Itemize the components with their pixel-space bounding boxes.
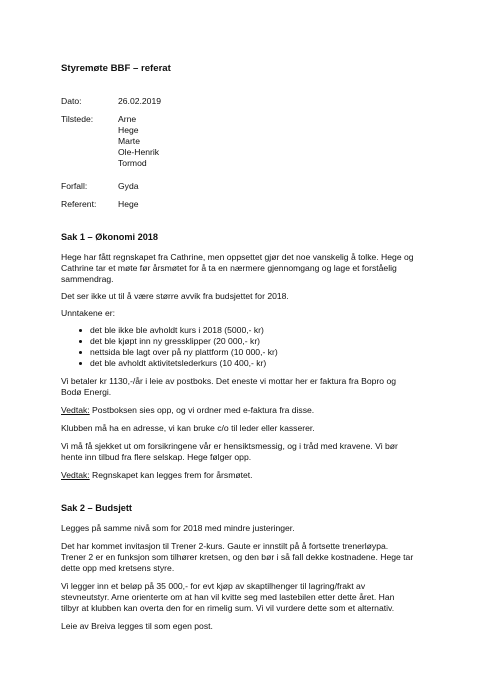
paragraph-line: hente inn tilbud fra flere selskap. Hege følger opp. — [61, 452, 252, 462]
paragraph-line: Vi legger inn et beløp på 35 000,- for evt kjøp av skaptilhenger til lagring/frakt av — [61, 581, 366, 591]
date-label: Dato: — [61, 96, 82, 106]
bullet-icon — [79, 329, 82, 332]
absent-label: Forfall: — [61, 181, 88, 191]
section-heading: Sak 2 – Budsjett — [61, 503, 132, 513]
list-item: nettsida ble lagt over på ny plattform (10 000,- kr) — [90, 347, 278, 357]
present-name: Ole-Henrik — [118, 147, 160, 157]
paragraph-line: Cathrine tar et møte før årsmøtet for å ta en nærmere gjennomgang og lage et forståelig — [61, 263, 397, 273]
decision — [61, 405, 314, 416]
list-item: det ble ikke ble avholdt kurs i 2018 (5000,- kr) — [90, 325, 264, 335]
decision-label: Vedtak: — [61, 405, 90, 415]
bullet-icon — [79, 340, 82, 343]
present-name: Tormod — [118, 158, 147, 168]
referent-label: Referent: — [61, 199, 97, 209]
present-name: Arne — [118, 114, 137, 124]
paragraph-line: dette opp med kretsens styre. — [61, 563, 175, 573]
paragraph-line: Hege har fått regnskapet fra Cathrine, men oppsettet gjør det noe vanskelig å tolke. Hege og — [61, 252, 414, 262]
decision — [61, 470, 253, 481]
paragraph-line: Det har kommet invitasjon til Trener 2-kurs. Gaute er innstilt på å fortsette trenerløypa. — [61, 541, 389, 551]
list-item: det ble avholdt aktivitetslederkurs (10 400,- kr) — [90, 358, 267, 368]
referent-value: Hege — [118, 199, 139, 209]
section-heading: Sak 1 – Økonomi 2018 — [61, 232, 159, 242]
decision-text: Postboksen sies opp, og vi ordner med e-faktura fra disse. — [89, 405, 315, 415]
paragraph: Leie av Breiva legges til som egen post. — [61, 621, 213, 631]
paragraph-line: tilbyr at klubben kan overta den for en rimelig sum. Vi vil vurdere dette som et alternativ. — [61, 603, 395, 613]
paragraph-line: Vi betaler kr 1130,-/år i leie av postboks. Det eneste vi mottar her er faktura fra Bopro og — [61, 376, 397, 386]
paragraph: Unntakene er: — [61, 308, 115, 318]
paragraph-line: Vi må få sjekket ut om forsikringene vår er hensiktsmessig, og i tråd med kravene. Vi bør — [61, 441, 398, 451]
paragraph-line: sammendrag. — [61, 274, 114, 284]
paragraph-line: Bodø Energi. — [61, 387, 112, 397]
present-name: Hege — [118, 125, 139, 135]
present-label: Tilstede: — [61, 114, 94, 124]
bullet-icon — [79, 362, 82, 365]
paragraph-line: stevneutstyr. Arne orienterte om at han vil kvitte seg med lastebilen etter dette året. Han — [61, 592, 395, 602]
document-title: Styremøte BBF – referat — [61, 63, 171, 74]
paragraph: Klubben må ha en adresse, vi kan bruke c/o til leder eller kasserer. — [61, 423, 315, 433]
decision-label: Vedtak: — [61, 470, 90, 480]
list-item: det ble kjøpt inn ny gressklipper (20 000,- kr) — [90, 336, 261, 346]
bullet-icon — [79, 351, 82, 354]
decision-text: Regnskapet kan legges frem for årsmøtet. — [89, 470, 253, 480]
paragraph: Det ser ikke ut til å være større avvik fra budsjettet for 2018. — [61, 291, 289, 301]
present-name: Marte — [118, 136, 140, 146]
absent-value: Gyda — [118, 181, 139, 191]
paragraph-line: Trener 2 er en funksjon som tilhører kretsen, og den bør i så fall dekke kostnadene. Hege tar — [61, 552, 414, 562]
paragraph: Legges på samme nivå som for 2018 med mindre justeringer. — [61, 523, 295, 533]
date-value: 26.02.2019 — [118, 96, 162, 106]
